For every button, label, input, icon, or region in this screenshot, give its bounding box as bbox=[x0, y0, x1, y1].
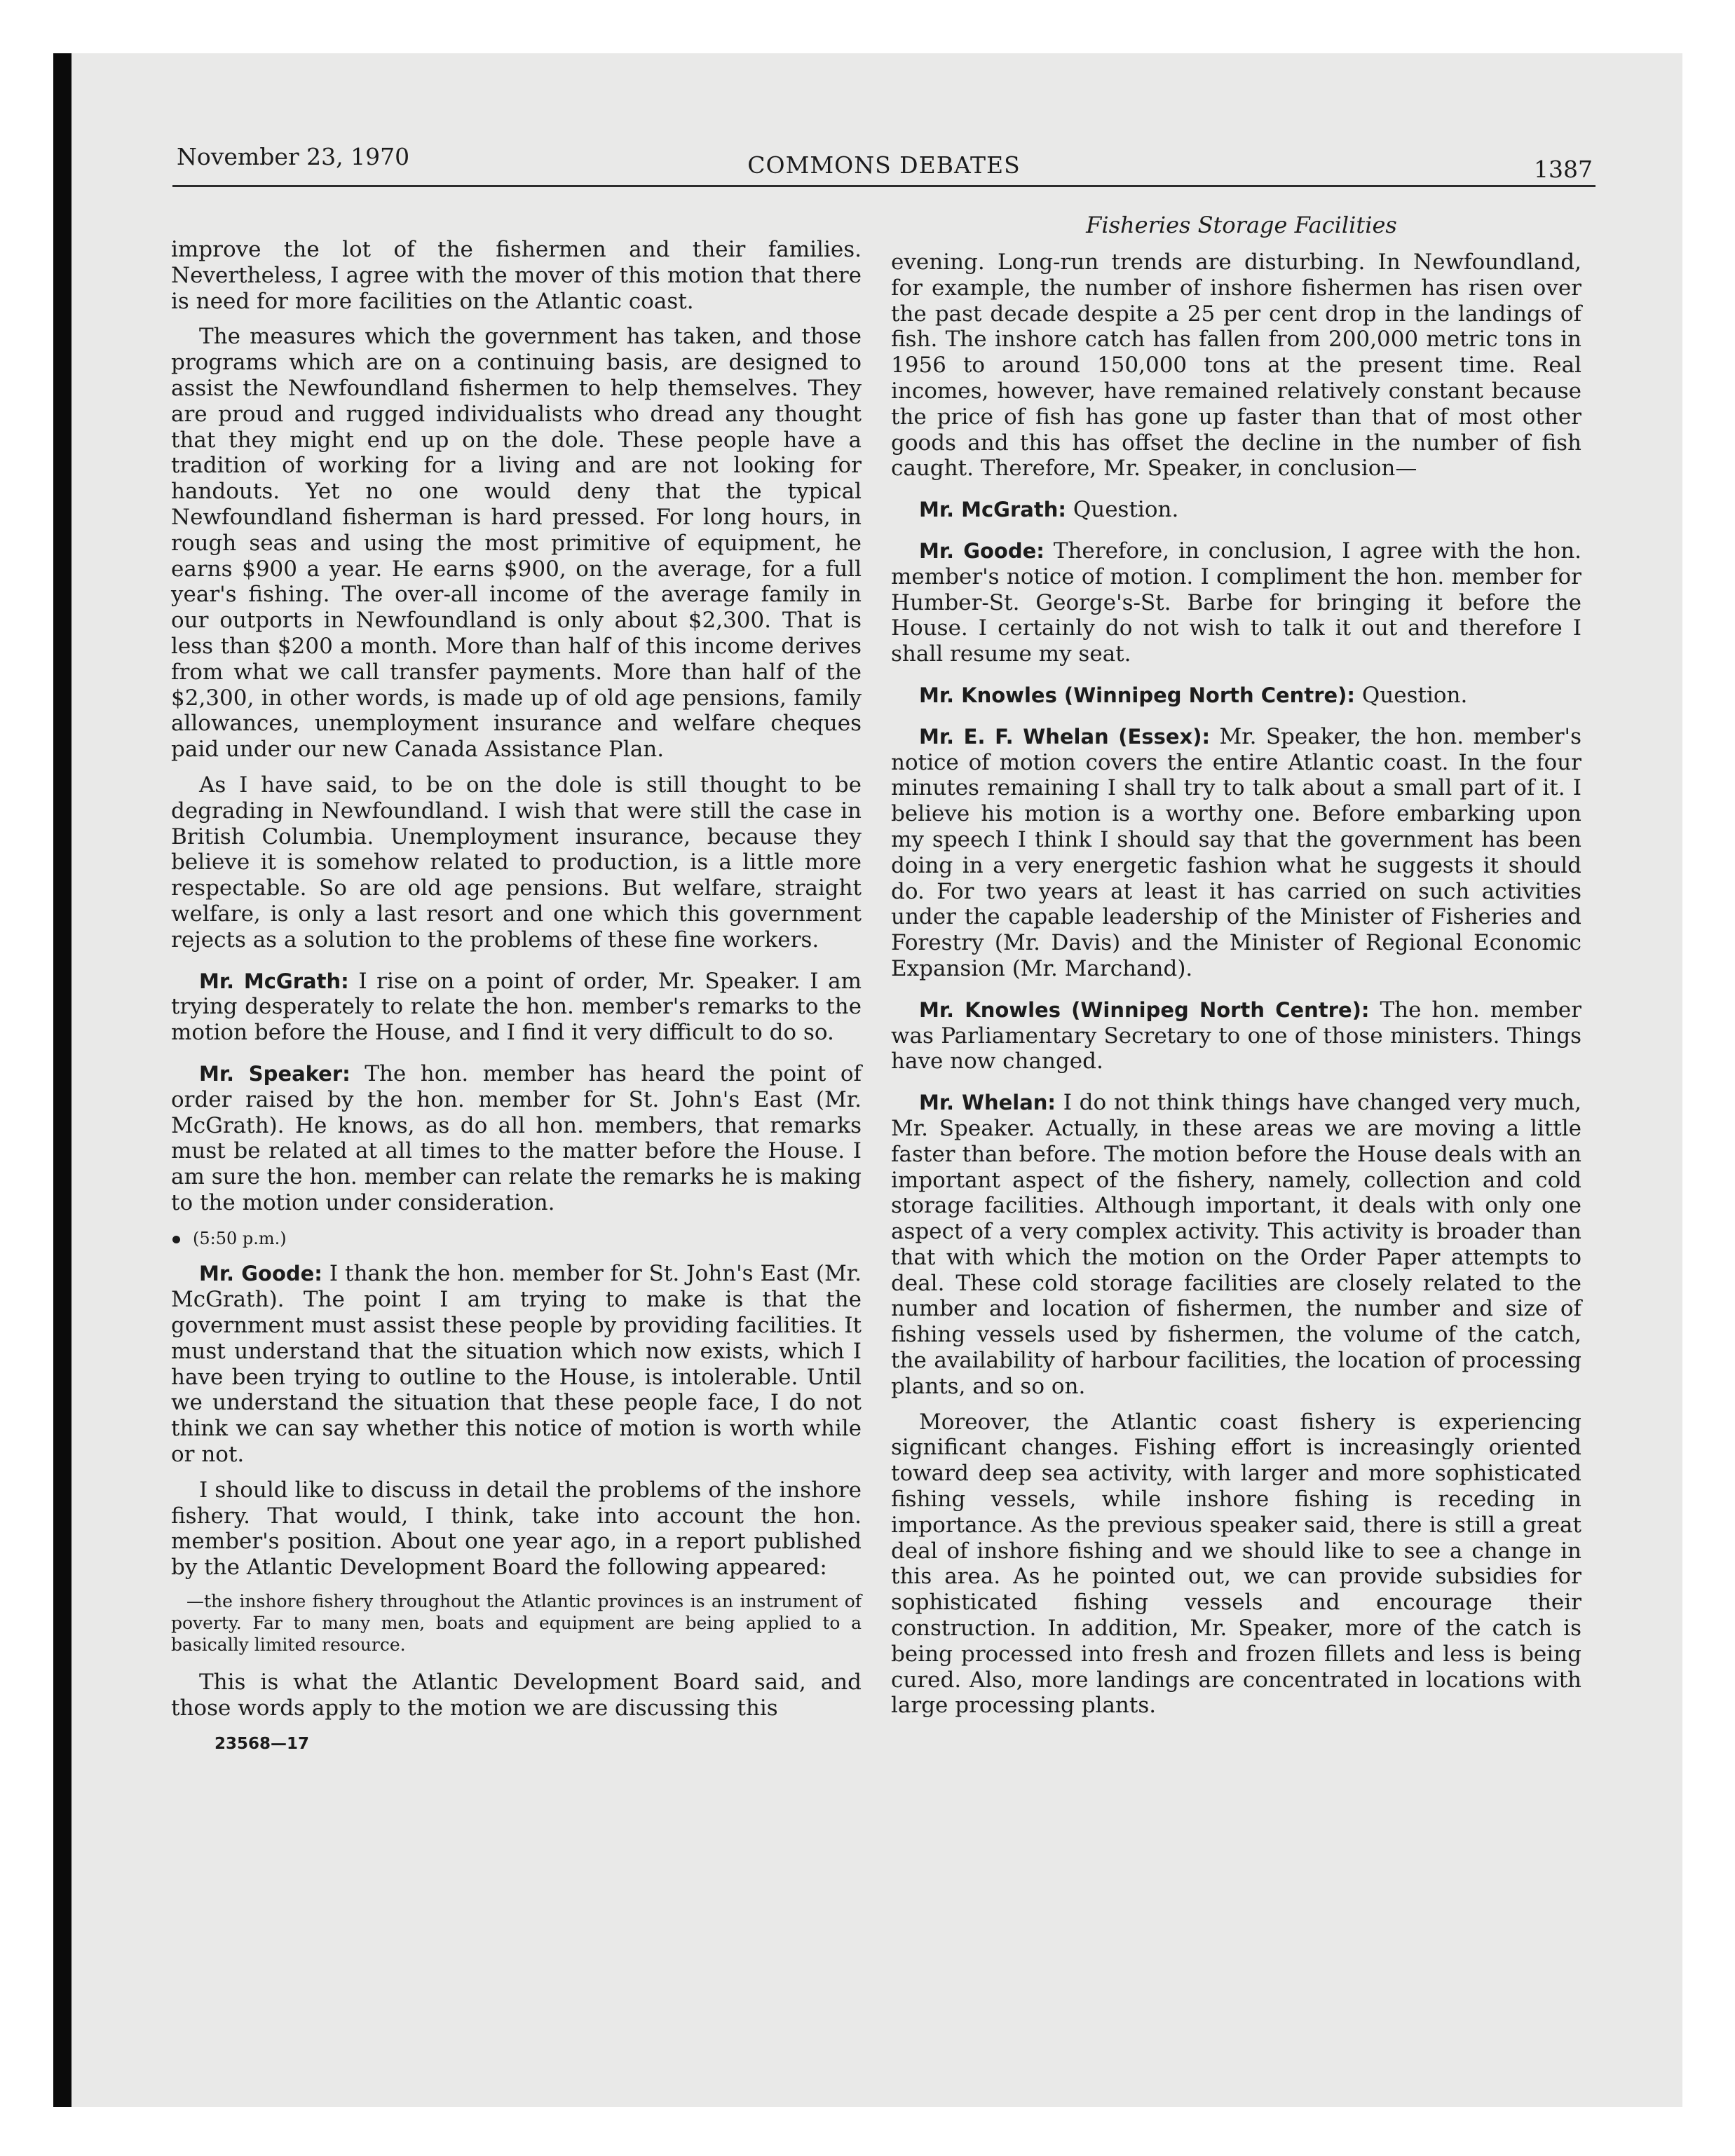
speaker-name: Mr. Knowles (Winnipeg North Centre): bbox=[919, 683, 1356, 707]
header-publication-title: COMMONS DEBATES bbox=[747, 151, 1021, 179]
speech bbox=[891, 997, 1581, 1074]
speaker-name: Mr. McGrath: bbox=[199, 969, 349, 993]
speech-text: I rise on a point of order, Mr. Speaker. I am trying desperately to relate the hon. member's remarks to the motion before the House, and I find it very difficult to do so. bbox=[171, 968, 862, 1046]
speech-text: The hon. member has heard the point of order raised by the hon. member for St. John's East (Mr. McGrath). He knows, as do all hon. members, that remarks must be related at all times to the matter before the House. I am sure the hon. member can relate the remarks he is making to the motion under consideration. bbox=[171, 1060, 862, 1215]
speech bbox=[171, 1261, 862, 1467]
scanned-page bbox=[53, 53, 1682, 2107]
paragraph: The measures which the government has taken, and those programs which are on a continuing basis, are designed to assist the Newfoundland fishermen to help themselves. They are proud and rugged individualists who dread any thought that they might end up on the dole. These people have a tradition of working for a living and are not looking for handouts. Yet no one would deny that the typical Newfoundland fisherman is hard pressed. For long hours, in rough seas and using the most primitive of equipment, he earns $900 a year. He earns $900, on the average, for a full year's fishing. The over-all income of the average family in our outports in Newfoundland is only about $2,300. That is less than $200 a month. More than half of this income derives from what we call transfer payments. More than half of the $2,300, in other words, is made up of old age pensions, family allowances, unemployment insurance and welfare cheques paid under our new Canada Assistance Plan. bbox=[171, 324, 862, 763]
speaker-name: Mr. Goode: bbox=[919, 538, 1045, 563]
speech bbox=[891, 497, 1581, 523]
paragraph: improve the lot of the fishermen and their families. Nevertheless, I agree with the mover of this motion that there is need for more facilities on the Atlantic coast. bbox=[171, 237, 862, 314]
paragraph: I should like to discuss in detail the problems of the inshore fishery. That would, I think, take into account the hon. member's position. About one year ago, in a report published by the Atlantic Development Board the following appeared: bbox=[171, 1477, 862, 1581]
speech bbox=[891, 683, 1581, 709]
speech-text: Mr. Speaker, the hon. member's notice of motion covers the entire Atlantic coast. In the four minutes remaining I shall try to talk about a small part of it. I believe his motion is a worthy one. Before embarking upon my speech I think I should say that the government has been doing in a very energetic fashion what he suggests it should do. For two years at least it has carried on such activities under the capable leadership of the Minister of Fisheries and Forestry (Mr. Davis) and the Minister of Regional Economic Expansion (Mr. Marchand). bbox=[891, 723, 1581, 981]
right-column bbox=[891, 250, 1581, 1728]
speech-text: Therefore, in conclusion, I agree with the hon. member's notice of motion. I compliment the hon. member for Humber-St. George's-St. Barbe for bringing it before the House. I certainly do not wish to talk it out and therefore I shall resume my seat. bbox=[891, 538, 1582, 667]
speaker-name: Mr. Whelan: bbox=[919, 1091, 1056, 1115]
speech bbox=[171, 969, 862, 1046]
binding-edge bbox=[53, 53, 72, 2107]
speech-text: The hon. member was Parliamentary Secretary to one of those ministers. Things have now changed. bbox=[891, 997, 1581, 1074]
print-code: 23568—17 bbox=[215, 1734, 310, 1753]
speech-text: I do not think things have changed very much, Mr. Speaker. Actually, in these areas we are moving a little faster than before. The motion before the House deals with an important aspect of the fishery, namely, collection and cold storage facilities. Although important, it deals with only one aspect of a very complex activity. This activity is broader than that with which the motion on the Order Paper attempts to deal. These cold storage facilities are closely related to the number and location of fishermen, the number and size of fishing vessels used by fishermen, the volume of the catch, the availability of harbour facilities, the location of processing plants, and so on. bbox=[891, 1090, 1581, 1399]
header-date: November 23, 1970 bbox=[177, 143, 410, 170]
section-heading: Fisheries Storage Facilities bbox=[1086, 212, 1397, 238]
time-marker-text: (5:50 p.m.) bbox=[193, 1228, 287, 1248]
speaker-name: Mr. Knowles (Winnipeg North Centre): bbox=[919, 997, 1370, 1022]
time-marker bbox=[172, 1226, 862, 1252]
bullet-icon bbox=[172, 1236, 180, 1243]
block-quote: —the inshore fishery throughout the Atlantic provinces is an instrument of poverty. Far to many men, boats and equipment are being applied to a basically limited resource. bbox=[171, 1591, 862, 1656]
paragraph: As I have said, to be on the dole is still thought to be degrading in Newfoundland. I wish that were still the case in British Columbia. Unemployment insurance, because they believe it is somehow related to production, is a little more respectable. So are old age pensions. But welfare, straight welfare, is only a last resort and one which this government rejects as a solution to the problems of these fine workers. bbox=[171, 772, 862, 953]
speech-text: Question. bbox=[1066, 497, 1179, 523]
header-page-number: 1387 bbox=[1534, 156, 1593, 183]
running-header bbox=[172, 140, 1595, 187]
speaker-name: Mr. Goode: bbox=[199, 1262, 322, 1286]
paragraph: evening. Long-run trends are disturbing. In Newfoundland, for example, the number of inshore fishermen has risen over the past decade despite a 25 per cent drop in the landings of fish. The inshore catch has fallen from 200,000 metric tons in 1956 to around 150,000 tons at the present time. Real incomes, however, have remained relatively constant because the price of fish has gone up faster than that of most other goods and this has offset the decline in the number of fish caught. Therefore, Mr. Speaker, in conclusion— bbox=[891, 250, 1581, 482]
speech-text: I thank the hon. member for St. John's East (Mr. McGrath). The point I am trying to make is that the government must assist these people by providing facilities. It must understand that the situation which now exists, which I have been trying to outline to the House, is intolerable. Until we understand the situation that these people face, I do not think we can say whether this notice of motion is worth while or not. bbox=[171, 1261, 862, 1468]
speaker-name: Mr. E. F. Whelan (Essex): bbox=[919, 724, 1211, 749]
left-column bbox=[171, 237, 862, 1756]
paragraph: Moreover, the Atlantic coast fishery is experiencing significant changes. Fishing effort is increasingly oriented toward deep sea activity, with larger and more sophisticated fishing vessels, while inshore fishing is receding in importance. As the previous speaker said, there is still a great deal of inshore fishing and we should like to see a change in this area. As he pointed out, we can provide subsidies for sophisticated fishing vessels and encourage their construction. In addition, Mr. Speaker, more of the catch is being processed into fresh and frozen fillets and less is being cured. Also, more landings are concentrated in locations with large processing plants. bbox=[891, 1409, 1581, 1719]
speech-text: Question. bbox=[1355, 682, 1468, 708]
speaker-name: Mr. Speaker: bbox=[199, 1061, 351, 1086]
speech bbox=[891, 724, 1581, 982]
speech bbox=[891, 1090, 1581, 1400]
speech bbox=[171, 1061, 862, 1216]
paragraph: This is what the Atlantic Development Board said, and those words apply to the motion we are discussing this bbox=[171, 1670, 862, 1721]
speaker-name: Mr. McGrath: bbox=[919, 498, 1066, 522]
speech bbox=[891, 538, 1581, 667]
